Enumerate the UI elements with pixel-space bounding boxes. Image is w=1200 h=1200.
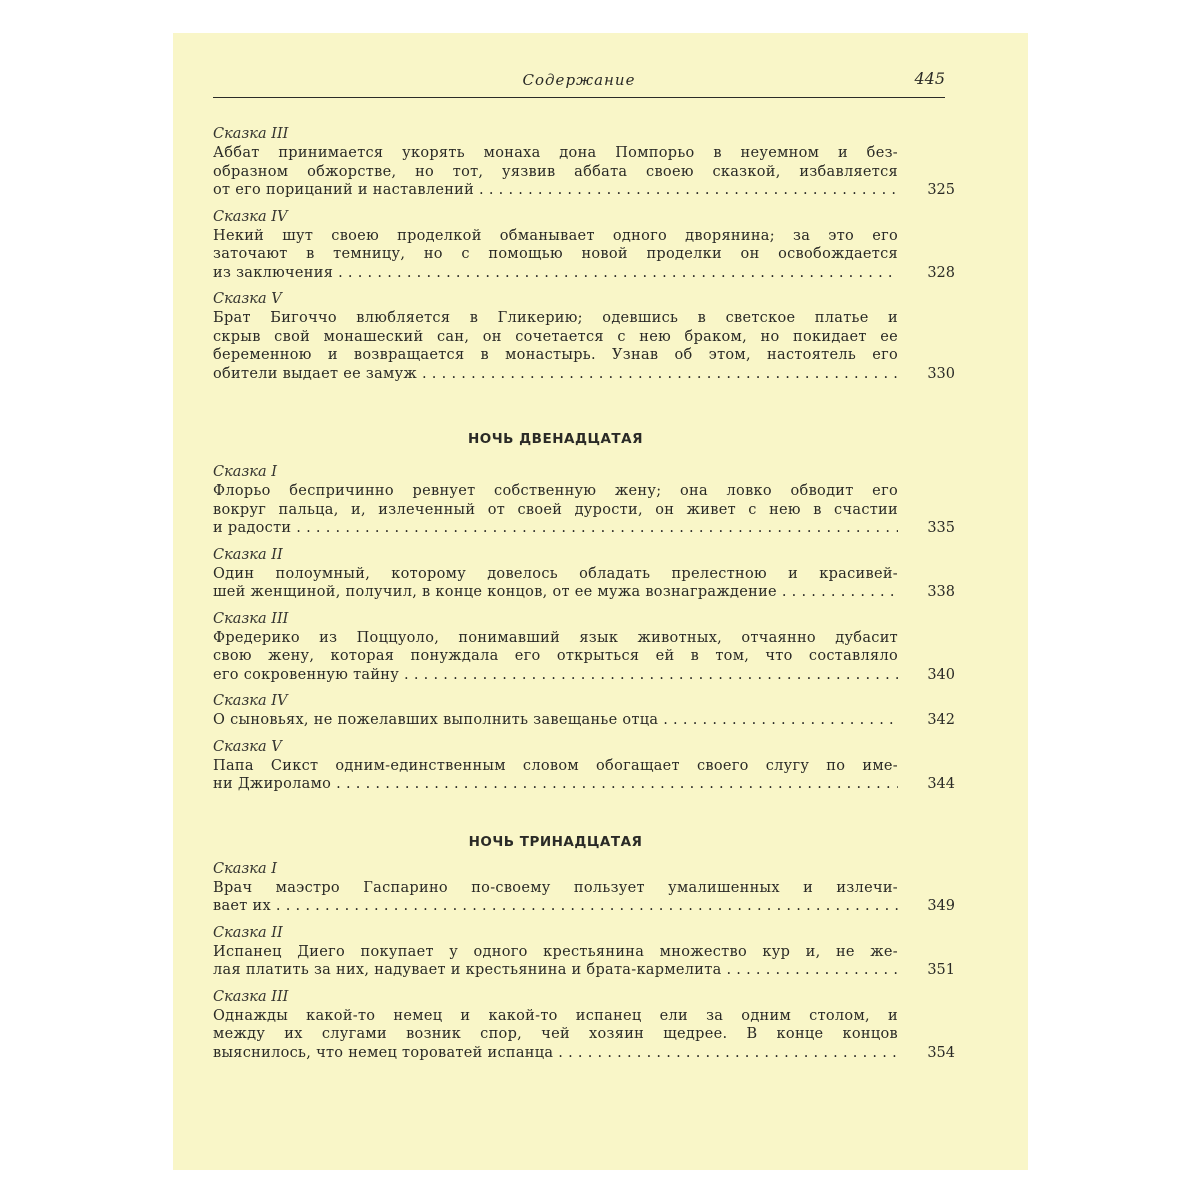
story-label: Сказка III (213, 610, 289, 627)
page-reference: 338 (927, 584, 955, 600)
book-page (173, 33, 1028, 1170)
story-description-text: и радости . . . (213, 520, 898, 536)
story-description-line: образном обжорстве, но тот, уязвив аббата своею сказкой, избавляется (213, 163, 898, 180)
toc-entry (213, 290, 955, 383)
page-reference: 330 (927, 365, 955, 382)
toc-entry (213, 692, 955, 730)
story-description-last-line (213, 666, 898, 685)
story-description-last-line (213, 365, 898, 384)
story-label: Сказка II (213, 546, 283, 563)
story-description-line: Фредерико из Поццуоло, понимавший язык животных, отчаянно дубасит (213, 629, 898, 646)
page-reference: 351 (927, 962, 955, 978)
toc-entry (213, 988, 955, 1063)
story-description-line: между их слугами возник спор, чей хозяин щедрее. В конце концов (213, 1026, 898, 1042)
story-description-line: Флорьо беспричинно ревнует собственную жену; она ловко обводит его (213, 483, 898, 499)
story-description-line: Папа Сикст одним-единственным словом обогащает своего слугу по име- (213, 757, 898, 774)
story-description-line: скрыв свой монашеский сан, он сочетается с нею браком, но покидает ее (213, 328, 898, 345)
story-description-text: лая платить за них, надувает и крестьянина и брата-кармелита . . . (213, 962, 898, 978)
section-title: НОЧЬ ДВЕНАДЦАТАЯ (467, 431, 643, 447)
story-description-last-line (213, 775, 898, 794)
story-description-text: от его порицаний и наставлений . . . (213, 182, 898, 198)
story-label: Сказка II (213, 924, 283, 941)
story-description-last-line (213, 961, 898, 980)
page-reference: 344 (927, 776, 955, 792)
story-description-last-line (213, 264, 898, 283)
story-description-text: выяснилось, что немец тороватей испанца . . . (213, 1045, 898, 1061)
story-label: Сказка IV (213, 208, 288, 225)
toc-entry (213, 738, 955, 794)
toc-entry (213, 208, 955, 283)
story-description-text: его сокровенную тайну . . . (213, 667, 898, 683)
page-reference: 340 (927, 666, 955, 683)
toc-entry (213, 463, 955, 538)
story-description-text: шей женщиной, получил, в конце концов, от ее мужа вознаграждение . . . (213, 584, 898, 600)
story-description-last-line (213, 519, 898, 538)
story-description-line: свою жену, которая понуждала его открыться ей в том, что составляло (213, 648, 898, 664)
story-label: Сказка III (213, 988, 289, 1005)
story-label: Сказка III (213, 126, 289, 142)
story-description-last-line (213, 711, 898, 730)
story-label: Сказка V (213, 291, 282, 307)
header-title: Содержание (522, 71, 636, 89)
story-description-last-line (213, 181, 898, 200)
story-description-line: вокруг пальца, и, излеченный от своей дурости, он живет с нею в счастии (213, 501, 898, 518)
section-night-thirteen (213, 833, 955, 1063)
contents-list (213, 125, 955, 1070)
page-reference: 342 (927, 712, 955, 728)
story-description-last-line (213, 583, 898, 602)
story-description-text: обители выдает ее замуж . . . (213, 366, 898, 382)
page-reference: 349 (927, 898, 955, 914)
section-title: НОЧЬ ТРИНАДЦАТАЯ (468, 833, 643, 850)
toc-entry (213, 125, 955, 200)
story-description-text: ни Джироламо . . . (213, 776, 898, 792)
story-label: Сказка V (213, 738, 282, 755)
story-description-line: Испанец Диего покупает у одного крестьянина множество кур и, не же- (213, 943, 898, 960)
story-description-line: Однажды какой-то немец и какой-то испанец ели за одним столом, и (213, 1007, 898, 1024)
story-description-last-line (213, 897, 898, 916)
story-label: Сказка I (213, 860, 277, 877)
story-description-line: Некий шут своею проделкой обманывает одного дворянина; за это его (213, 227, 898, 244)
page-reference: 335 (927, 520, 955, 536)
page-reference: 328 (927, 264, 955, 281)
story-description-text: из заключения . . . (213, 265, 898, 281)
story-description-line: Врач маэстро Гаспарино по-своему пользует умалишенных и излечи- (213, 879, 898, 896)
running-header (213, 69, 945, 98)
story-description-line: заточают в темницу, но с помощью новой проделки он освобождается (213, 246, 898, 262)
story-description-text: вает их . . . (213, 898, 898, 914)
story-label: Сказка IV (213, 693, 288, 709)
story-description-text: О сыновьях, не пожелавших выполнить завещанье отца . . . (213, 712, 898, 728)
toc-entry (213, 546, 955, 602)
page-number: 445 (914, 69, 945, 88)
story-description-last-line (213, 1044, 898, 1063)
section-night-twelve (213, 431, 955, 794)
story-description-line: Аббат принимается укорять монаха дона Помпорьо в неуемном и без- (213, 145, 898, 161)
toc-entry (213, 924, 955, 980)
story-description-line: Брат Бигоччо влюбляется в Гликерию; одевшись в светское платье и (213, 310, 898, 326)
story-description-line: беременною и возвращается в монастырь. Узнав об этом, настоятель его (213, 347, 898, 363)
story-description-line: Один полоумный, которому довелось обладать прелестною и красивей- (213, 565, 898, 582)
toc-entry (213, 610, 955, 685)
story-label: Сказка I (213, 464, 277, 480)
section-night-eleven-continued (213, 125, 955, 383)
page-reference: 325 (927, 182, 955, 198)
page-reference: 354 (927, 1044, 955, 1061)
toc-entry (213, 860, 955, 916)
